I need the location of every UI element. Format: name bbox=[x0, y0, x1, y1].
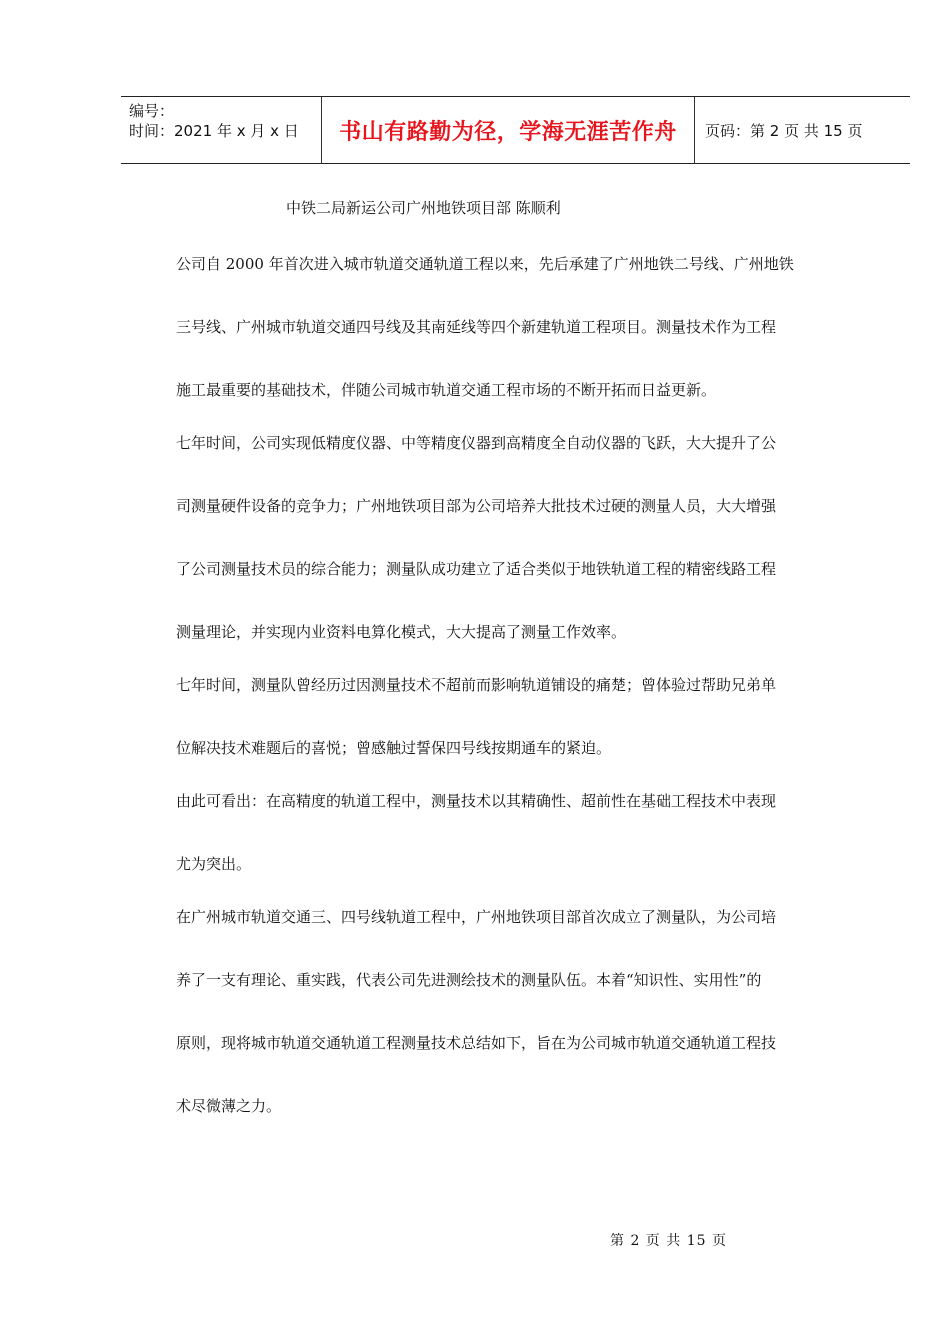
text-line: 尤为突出。 bbox=[176, 855, 252, 873]
header-page-info: 页码：第 2 页 共 15 页 bbox=[705, 121, 863, 140]
text-line: 司测量硬件设备的竞争力；广州地铁项目部为公司培养大批技术过硬的测量人员，大大增强 bbox=[176, 497, 777, 515]
text-line: 在广州城市轨道交通三、四号线轨道工程中，广州地铁项目部首次成立了测量队，为公司培 bbox=[176, 908, 777, 926]
text-line: 七年时间，测量队曾经历过因测量技术不超前而影响轨道铺设的痛楚；曾体验过帮助兄弟单 bbox=[176, 676, 777, 694]
text-line: 原则，现将城市轨道交通轨道工程测量技术总结如下，旨在为公司城市轨道交通轨道工程技 bbox=[176, 1034, 777, 1052]
text-line: 由此可看出：在高精度的轨道工程中，测量技术以其精确性、超前性在基础工程技术中表现 bbox=[176, 792, 777, 810]
paragraph-5 bbox=[176, 899, 856, 1141]
body-text bbox=[176, 246, 856, 1141]
author-line: 中铁二局新运公司广州地铁项目部 陈顺利 bbox=[286, 199, 561, 217]
text-line: 公司自 2000 年首次进入城市轨道交通轨道工程以来，先后承建了广州地铁二号线、广州地铁 bbox=[176, 255, 794, 273]
text-line: 了公司测量技术员的综合能力；测量队成功建立了适合类似于地铁轨道工程的精密线路工程 bbox=[176, 560, 777, 578]
text-line: 测量理论，并实现内业资料电算化模式，大大提高了测量工作效率。 bbox=[176, 623, 627, 641]
paragraph-2 bbox=[176, 425, 856, 667]
text-line: 施工最重要的基础技术，伴随公司城市轨道交通工程市场的不断开拓而日益更新。 bbox=[176, 381, 717, 399]
text-line: 养了一支有理论、重实践，代表公司先进测绘技术的测量队伍。本着“知识性、实用性”的 bbox=[176, 971, 762, 989]
page-footer: 第 2 页 共 15 页 bbox=[610, 1233, 727, 1249]
paragraph-3 bbox=[176, 667, 856, 783]
header-table bbox=[121, 96, 910, 164]
paragraph-4 bbox=[176, 783, 856, 899]
text-line: 三号线、广州城市轨道交通四号线及其南延线等四个新建轨道工程项目。测量技术作为工程 bbox=[176, 318, 777, 336]
paragraph-1 bbox=[176, 246, 856, 425]
time-label: 时间：2021 年 x 月 x 日 bbox=[129, 122, 299, 140]
header-motto: 书山有路勤为径，学海无涯苦作舟 bbox=[321, 97, 695, 163]
number-label: 编号： bbox=[129, 102, 175, 120]
text-line: 位解决技术难题后的喜悦；曾感触过誓保四号线按期通车的紧迫。 bbox=[176, 739, 612, 757]
text-line: 七年时间，公司实现低精度仪器、中等精度仪器到高精度全自动仪器的飞跃，大大提升了公 bbox=[176, 434, 777, 452]
text-line: 术尽微薄之力。 bbox=[176, 1097, 282, 1115]
header-left-cell bbox=[121, 97, 321, 163]
